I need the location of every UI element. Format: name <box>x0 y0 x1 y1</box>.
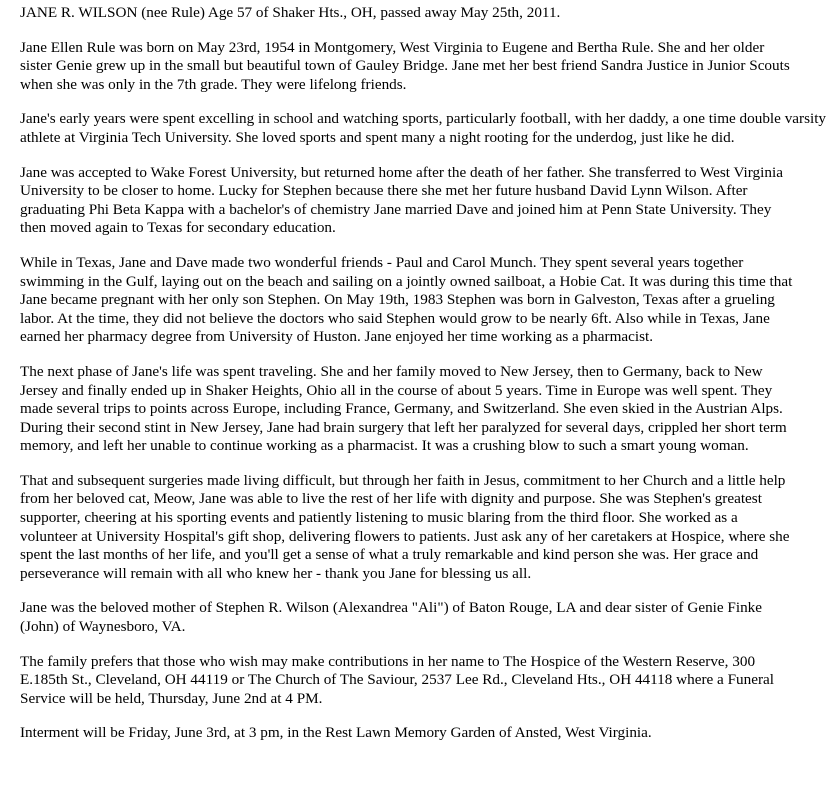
paragraph-traveling: The next phase of Jane's life was spent traveling. She and her family moved to New Jersey, then to Germany, back to New Jersey and finally ended up in Shaker Heights, Ohio all in the course of about 5 years. Time in Europe was well spent. They made several trips to points across Europe, including France, Germany, and Switzerland. She even skied in the Austrian Alps. During their second stint in New Jersey, Jane had brain surgery that left her paralyzed for several days, crippled her short term memory, and left her unable to continue working as a pharmacist. It was a crushing blow to such a smart young woman. <box>20 362 787 455</box>
paragraph-education: Jane was accepted to Wake Forest University, but returned home after the death of her father. She transferred to West Virginia University to be closer to home. Lucky for Stephen because there she met her future husband David Lynn Wilson. After graduating Phi Beta Kappa with a bachelor's of chemistry Jane married Dave and joined him at Penn State University. They then moved again to Texas for secondary education. <box>20 163 783 237</box>
paragraph-contributions: The family prefers that those who wish may make contributions in her name to The Hospice of the Western Reserve, 300 E.185th St., Cleveland, OH 44119 or The Church of The Saviour, 2537 Lee Rd., Cleveland Hts., OH 44118 where a Funeral Service will be held, Thursday, June 2nd at 4 PM. <box>20 652 774 707</box>
paragraph-family: Jane was the beloved mother of Stephen R. Wilson (Alexandrea "Ali") of Baton Rouge, LA and dear sister of Genie Finke (John) of Waynesboro, VA. <box>20 599 763 636</box>
paragraph-texas: While in Texas, Jane and Dave made two wonderful friends - Paul and Carol Munch. They spent several years together swimming in the Gulf, laying out on the beach and sailing on a jointly owned sailboat, a Hobie Cat. It was during this time that Jane became pregnant with her only son Stephen. On May 19th, 1983 Stephen was born in Galveston, Texas after a grueling labor. At the time, they did not believe the doctors who said Stephen would grow to be nearly 6ft. Also while in Texas, Jane earned her pharmacy degree from University of Huston. Jane enjoyed her time working as a pharmacist. <box>20 253 793 346</box>
paragraph-early-life: Jane Ellen Rule was born on May 23rd, 1954 in Montgomery, West Virginia to Eugene and Bertha Rule. She and her older sister Genie grew up in the small but beautiful town of Gauley Bridge. Jane met her best friend Sandra Justice in Junior Scouts when she was only in the 7th grade. They were lifelong friends. <box>20 38 790 93</box>
obituary-heading: JANE R. WILSON (nee Rule) Age 57 of Shaker Hts., OH, passed away May 25th, 2011. <box>20 4 561 21</box>
paragraph-sports: Jane's early years were spent excelling in school and watching sports, particularly football, with her daddy, a one time double varsity athlete at Virginia Tech University. She loved sports and spent many a night rooting for the underdog, just like he did. <box>20 110 827 146</box>
paragraph-faith: That and subsequent surgeries made living difficult, but through her faith in Jesus, commitment to her Church and a little help from her beloved cat, Meow, Jane was able to live the rest of her life with dignity and purpose. She was Stephen's greatest supporter, cheering at his sporting events and patiently listening to music blaring from the third floor. She worked as a volunteer at University Hospital's gift shop, delivering flowers to patients. Just ask any of her caretakers at Hospice, where she spent the last months of her life, and you'll get a sense of what a truly remarkable and kind person she was. Her grace and perseverance will remain with all who knew her - thank you Jane for blessing us all. <box>20 471 790 582</box>
paragraph-interment: Interment will be Friday, June 3rd, at 3 pm, in the Rest Lawn Memory Garden of Ansted, West Virginia. <box>20 724 652 742</box>
